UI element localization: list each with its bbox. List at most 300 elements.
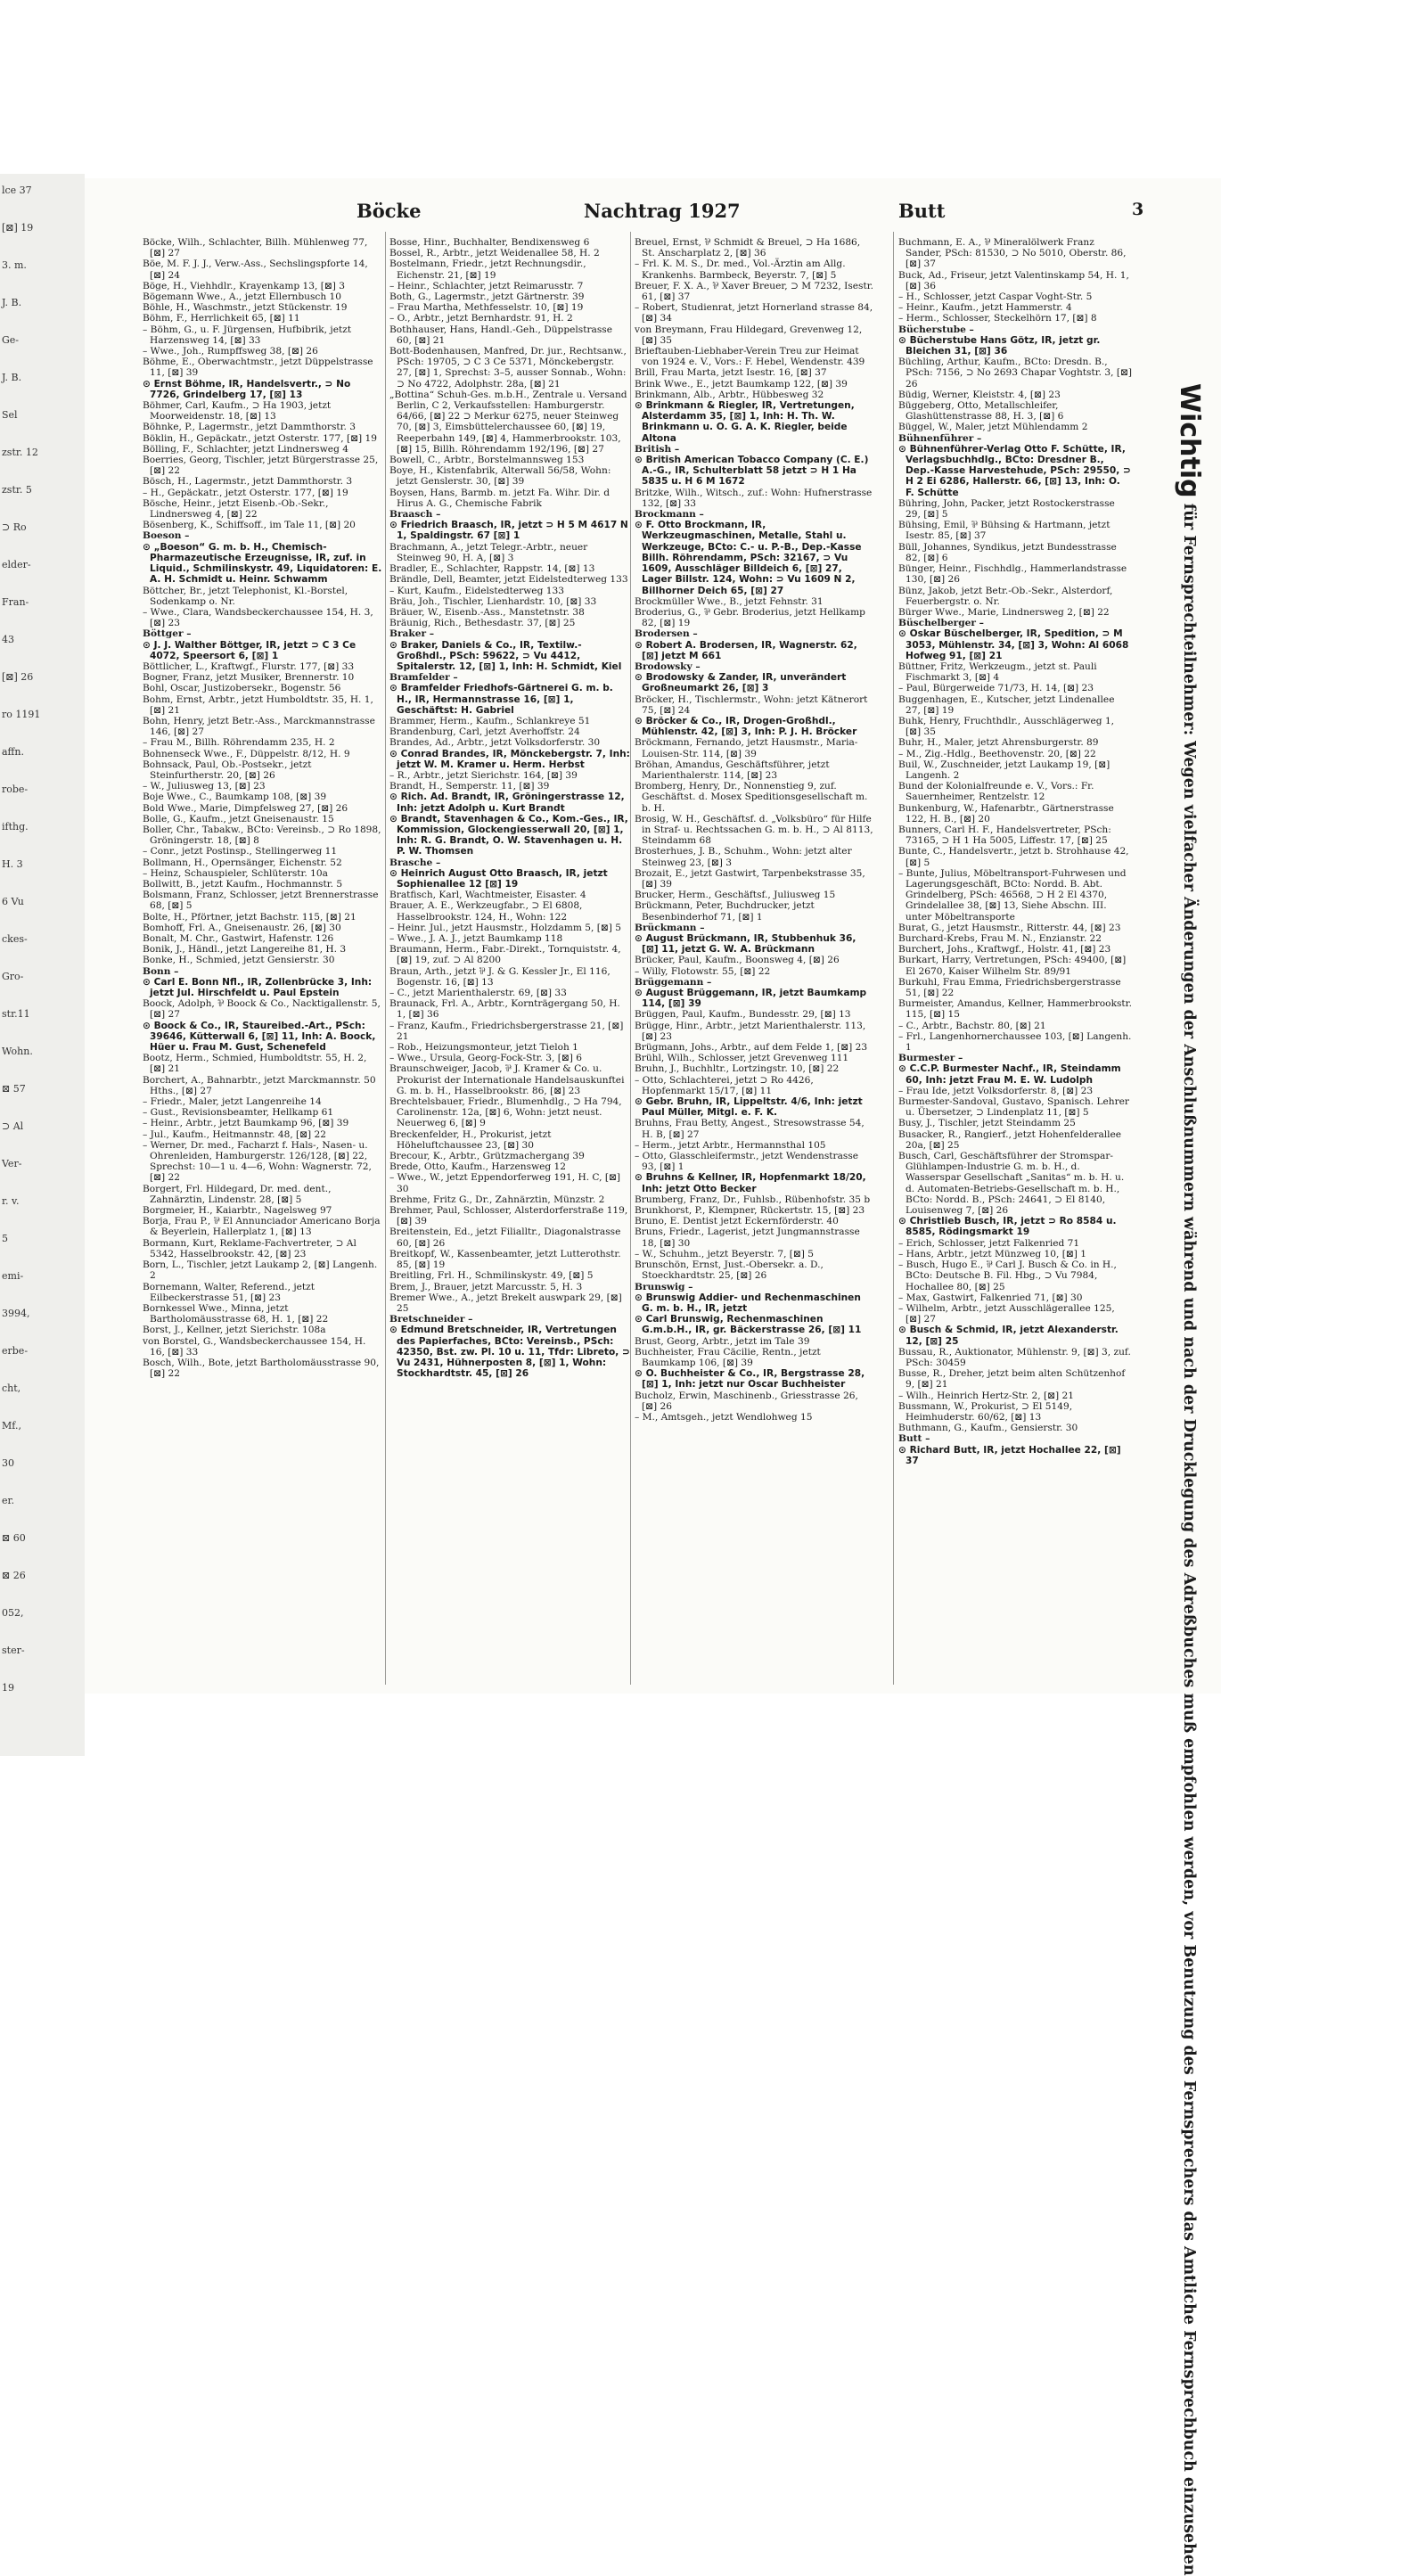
edge-fragment: ro 1191 <box>2 709 41 720</box>
directory-entry: – Frau Martha, Methfesselstr. 10, [⊠] 19 <box>389 302 584 314</box>
edge-fragment: str.11 <box>2 1008 30 1020</box>
edge-fragment: emi- <box>2 1270 24 1282</box>
directory-entry: Breuel, Ernst, ⅌ Schmidt & Breuel, ⊃ Ha 1686, St. Anscharplatz 2, [⊠] 36 <box>635 237 861 259</box>
directory-entry: Brunswig – <box>635 1281 693 1292</box>
directory-entry: – Wilh., Heinrich Hertz-Str. 2, [⊠] 21 <box>898 1390 1074 1401</box>
directory-entry: ⊙ Carl E. Bonn Nfl., IR, Zollenbrücke 3, Inh: jetzt Jul. Hirschfeldt u. Paul Epstein <box>143 976 373 999</box>
directory-entry: Bösch, H., Lagermstr., jetzt Dammthorstr. 3 <box>143 476 353 488</box>
directory-entry: Brandenburg, Carl, jetzt Averhoffstr. 24 <box>389 726 580 738</box>
directory-entry: – R., Arbtr., jetzt Sierichstr. 164, [⊠] 39 <box>389 769 578 781</box>
directory-entry: Braunack, Frl. A., Arbtr., Kornträgergang 50, H. 1, [⊠] 36 <box>389 998 620 1021</box>
directory-entry: Boje Wwe., C., Baumkamp 108, [⊠] 39 <box>143 792 327 803</box>
edge-fragment: ⊠ 57 <box>2 1083 26 1095</box>
directory-entry: ⊙ Boock & Co., IR, Staureibed.-Art., PSch: 39646, Kütterwall 6, [⊠] 11, Inh: A. Boock, Hüer u. Frau M. Gust, Schenefeld <box>143 1020 376 1054</box>
directory-entry: Bösenberg, K., Schiffsoff., im Tale 11, [⊠] 20 <box>143 520 356 531</box>
directory-entry: Böhme, E., Oberwachtmstr., jetzt Düppelstrasse 11, [⊠] 39 <box>143 357 373 379</box>
directory-entry: Boerries, Georg, Tischler, jetzt Bürgerstrasse 25, [⊠] 22 <box>143 455 379 477</box>
directory-entry: – M., Zig.-Hdlg., Beethovenstr. 20, [⊠] 22 <box>898 748 1096 759</box>
directory-entry: – Otto, Schlachterei, jetzt ⊃ Ro 4426, Hopfenmarkt 15/17, [⊠] 11 <box>635 1074 814 1096</box>
directory-entry: Borgert, Frl. Hildegard, Dr. med. dent., Zahnärztin, Lindenstr. 28, [⊠] 5 <box>143 1183 332 1205</box>
directory-entry: – H., Schlosser, jetzt Caspar Voght-Str. 5 <box>898 291 1093 303</box>
directory-entry: Böhmer, Carl, Kaufm., ⊃ Ha 1903, jetzt Moorweidenstr. 18, [⊠] 13 <box>143 400 332 422</box>
directory-entry: Boysen, Hans, Barmb. m. jetzt Fa. Wihr. Dir. d Hirus A. G., Chemische Fabrik <box>389 487 611 509</box>
directory-entry: – W., Juliusweg 13, [⊠] 23 <box>143 781 266 792</box>
directory-entry: Brust, Georg, Arbtr., jetzt im Tale 39 <box>635 1335 810 1347</box>
directory-entry: Breuer, F. X. A., ⅌ Xaver Breuer, ⊃ M 7232, Isestr. 61, [⊠] 37 <box>635 280 874 303</box>
directory-entry: – Kurt, Kaufm., Eidelstedterweg 133 <box>389 585 564 596</box>
directory-entry: – Frl. K. M. S., Dr. med., Vol.-Ärztin am Allg. Krankenhs. Barmbeck, Beyerstr. 7, [⊠] 5 <box>635 258 846 281</box>
directory-entry: Brehme, Fritz G., Dr., Zahnärztin, Münzstr. 2 <box>389 1194 605 1205</box>
directory-entry: Brucker, Herm., Geschäftsf., Juliusweg 15 <box>635 890 836 901</box>
edge-fragment: erbe- <box>2 1345 29 1357</box>
directory-entry: Brandes, Ad., Arbtr., jetzt Volksdorferstr. 30 <box>389 737 601 749</box>
directory-entry: Breckenfelder, H., Prokurist, jetzt Höheluftchaussee 23, [⊠] 30 <box>389 1128 552 1151</box>
edge-fragment: affn. <box>2 746 24 758</box>
directory-entry: – Heinz, Schauspieler, Schlüterstr. 10a <box>143 867 328 879</box>
directory-entry: Bolle, G., Kaufm., jetzt Gneisenaustr. 15 <box>143 813 334 824</box>
directory-entry: Buchheister, Frau Cäcilie, Rentn., jetzt Baumkamp 106, [⊠] 39 <box>635 1346 821 1368</box>
directory-entry: Braunschweiger, Jacob, ⅌ J. Kramer & Co. u. Prokurist der Internationale Handelsauskunftei G. m. b. H., Hasselbrookstr. 86, [⊠] 23 <box>389 1063 625 1096</box>
directory-entry: Buchmann, E. A., ⅌ Mineralölwerk Franz Sander, PSch: 81530, ⊃ No 5010, Oberstr. 86, [⊠] 37 <box>898 237 1127 270</box>
directory-entry: Bölling, F., Schlachter, jetzt Lindnersweg 4 <box>143 443 348 455</box>
directory-entry: ⊙ Gebr. Bruhn, IR, Lippeltstr. 4/6, Inh: jetzt Paul Müller, Mitgl. e. F. K. <box>635 1096 863 1119</box>
directory-entry: Bühnenführer – <box>898 432 982 444</box>
directory-entry: Bonn – <box>143 965 179 977</box>
directory-entry: – Wilhelm, Arbtr., jetzt Ausschlägerallee 125, [⊠] 27 <box>898 1302 1115 1325</box>
directory-entry: Broderius, G., ⅌ Gebr. Broderius, jetzt Hellkamp 82, [⊠] 19 <box>635 606 865 629</box>
directory-entry: Brill, Frau Marta, jetzt Isestr. 16, [⊠] 37 <box>635 367 827 379</box>
directory-entry: – Frau M., Billh. Röhrendamm 235, H. 2 <box>143 737 335 749</box>
edge-fragment: H. 3 <box>2 858 23 870</box>
directory-entry: Bruhn, J., Buchhltr., Lortzingstr. 10, [⊠] 22 <box>635 1063 840 1075</box>
directory-entry: Bücherstube – <box>898 324 974 335</box>
directory-entry: Bruhns, Frau Betty, Angest., Stresowstrasse 54, H. B, [⊠] 27 <box>635 1118 865 1140</box>
directory-entry: ⊙ Edmund Bretschneider, IR, Vertretungen des Papierfaches, BCto: Vereinsb., PSch: 42350, Bst. zw. Pl. 10 u. 11, Tfdr: Libreto, ⊃ Vu 2431, Hühnerposten 8, [⊠] 1, Wohn: Stockhardtstr. 45, [⊠] 26 <box>389 1325 630 1380</box>
directory-entry: Bollmann, H., Opernsänger, Eichenstr. 52 <box>143 857 342 868</box>
directory-entry: Bradler, E., Schlachter, Rappstr. 14, [⊠] 13 <box>389 563 595 575</box>
directory-entry: Bröckmann, Fernando, jetzt Hausmstr., Maria-Louisen-Str. 114, [⊠] 39 <box>635 737 858 759</box>
directory-entry: Brunkhorst, P., Klempner, Rückertstr. 15, [⊠] 23 <box>635 1205 865 1217</box>
directory-entry: Brechtelsbauer, Friedr., Blumenhdlg., ⊃ Ha 794, Carolinenstr. 12a, [⊠] 6, Wohn: jetzt neust. Neuerweg 6, [⊠] 9 <box>389 1096 622 1129</box>
directory-column-3 <box>635 237 875 1681</box>
edge-fragment: ⊠ 26 <box>2 1570 26 1581</box>
directory-entry: Borst, J., Kellner, jetzt Sierichstr. 108a <box>143 1325 326 1336</box>
directory-entry: Bootz, Herm., Schmied, Humboldtstr. 55, H. 2, [⊠] 21 <box>143 1053 367 1075</box>
directory-entry: Bohn, Henry, jetzt Betr.-Ass., Marckmannstrasse 146, [⊠] 27 <box>143 715 375 738</box>
directory-entry: Brodowsky – <box>635 660 701 672</box>
directory-entry: – Jul., Kaufm., Heitmannstr. 48, [⊠] 22 <box>143 1128 327 1140</box>
directory-entry: Böe, M. F. J. J., Verw.-Ass., Sechslingspforte 14, [⊠] 24 <box>143 258 368 281</box>
page-number: 3 <box>1132 200 1144 219</box>
edge-fragment: ster- <box>2 1645 25 1656</box>
directory-entry: Burkart, Harry, Vertretungen, PSch: 49400, [⊠] El 2670, Kaiser Wilhelm Str. 89/91 <box>898 955 1127 977</box>
edge-fragment: 43 <box>2 634 14 645</box>
directory-entry: Burmeister, Amandus, Kellner, Hammerbrookstr. 115, [⊠] 15 <box>898 998 1132 1021</box>
directory-entry: – Heinr., Kaufm., jetzt Hammerstr. 4 <box>898 302 1072 314</box>
column-divider <box>893 232 894 1685</box>
directory-entry: Brunschön, Ernst, Just.-Obersekr. a. D., Stoeckhardtstr. 25, [⊠] 26 <box>635 1259 824 1282</box>
directory-entry: ⊙ British American Tobacco Company (C. E.) A.-G., IR, Schulterblatt 58 jetzt ⊃ H 1 Ha 5835 u. H 6 M 1672 <box>635 455 869 488</box>
directory-entry: ⊙ Carl Brunswig, Rechenmaschinen G.m.b.H., IR, gr. Bäckerstrasse 26, [⊠] 11 <box>635 1314 862 1336</box>
directory-entry: ⊙ Bröcker & Co., IR, Drogen-Großhdl., Mühlenstr. 42, [⊠] 3, Inh: P. J. H. Bröcker <box>635 715 857 738</box>
edge-fragment: Gro- <box>2 971 24 982</box>
directory-entry: Bunners, Carl H. F., Handelsvertreter, PSch: 73165, ⊃ H 1 Ha 5005, Liffestr. 17, [⊠] 25 <box>898 824 1111 847</box>
directory-entry: Brosig, W. H., Geschäftsf. d. „Volksbüro“ für Hilfe in Straf- u. Rechtssachen G. m. b. H., ⊃ Al 8113, Steindamm 68 <box>635 813 873 847</box>
directory-entry: – M., Amtsgeh., jetzt Wendlohweg 15 <box>635 1411 813 1423</box>
directory-entry: Breitenstein, Ed., jetzt Filialltr., Diagonalstrasse 60, [⊠] 26 <box>389 1226 621 1249</box>
edge-fragment: cht, <box>2 1382 21 1394</box>
directory-entry: Bosch, Wilh., Bote, jetzt Bartholomäusstrasse 90, [⊠] 22 <box>143 1357 380 1380</box>
directory-entry: – H., Gepäckatr., jetzt Osterstr. 177, [⊠] 19 <box>143 487 348 498</box>
edge-fragment: Sel <box>2 409 18 421</box>
directory-entry: Brede, Otto, Kaufm., Harzensweg 12 <box>389 1161 567 1173</box>
edge-fragment: 19 <box>2 1682 14 1694</box>
directory-entry: Bowell, C., Arbtr., Borstelmannsweg 153 <box>389 455 585 466</box>
directory-entry: Bolsmann, Franz, Schlosser, jetzt Brennerstrasse 68, [⊠] 5 <box>143 890 379 912</box>
directory-entry: Böcke, Wilh., Schlachter, Billh. Mühlenweg 77, [⊠] 27 <box>143 237 368 259</box>
edge-fragment: ckes- <box>2 933 28 945</box>
directory-entry: ⊙ Brunswig Addier- und Rechenmaschinen G. m. b. H., IR, jetzt <box>635 1292 861 1314</box>
directory-entry: Brinkmann, Alb., Arbtr., Hübbesweg 32 <box>635 389 824 400</box>
directory-entry: Britzke, Wilh., Witsch., zuf.: Wohn: Hufnerstrasse 132, [⊠] 33 <box>635 487 873 509</box>
notice-text: für Fernsprechteilnehmer: Wegen vielfacher Änderungen der Anschlußnummern während und nach der Drucklegung des Adreßbuches muß empfohlen werden, vor Benutzung des Fernsprechers das Amtliche Fernsprechbuch einzusehen <box>1180 503 1198 2576</box>
directory-entry: Bohnenseck Wwe., F., Düppelstr. 8/12, H. 9 <box>143 748 350 759</box>
directory-entry: ⊙ August Brückmann, IR, Stubbenhuk 36, [⊠] 11, jetzt G. W. A. Brückmann <box>635 933 856 956</box>
directory-entry: Bühsing, Emil, ⅌ Bühsing & Hartmann, jetzt Isestr. 85, [⊠] 37 <box>898 520 1110 542</box>
edge-fragment: zstr. 12 <box>2 447 38 458</box>
directory-entry: Brückmann, Peter, Buchdrucker, jetzt Besenbinderhof 71, [⊠] 1 <box>635 900 815 923</box>
edge-fragment: Wohn. <box>2 1046 33 1057</box>
directory-entry: ⊙ Brandt, Stavenhagen & Co., Kom.-Ges., IR, Kommission, Glockengiesserwall 20, [⊠] 1, Inh: R. G. Brandt, O. W. Stavenhagen u. H. P. W. Thomsen <box>389 813 628 857</box>
directory-entry: – Bunte, Julius, Möbeltransport-Fuhrwesen und Lagerungsgeschäft, BCto: Nordd. B. Abt. Grindelberg, PSch: 46568, ⊃ H 2 El 4370, Grindelallee 38, [⊠] 13, Siehe Abschn. III. unter Möbeltransporte <box>898 867 1127 923</box>
directory-entry: Bostelmann, Friedr., jetzt Rechnungsdir., Eichenstr. 21, [⊠] 19 <box>389 258 586 281</box>
directory-entry: – Heinr., Arbtr., jetzt Baumkamp 96, [⊠] 39 <box>143 1118 349 1129</box>
directory-entry: Borja, Frau P., ⅌ El Annunciador Americano Borja & Beyerlein, Hallerplatz 1, [⊠] 13 <box>143 1216 381 1238</box>
directory-entry: ⊙ F. Otto Brockmann, IR, Werkzeugmaschinen, Metalle, Stahl u. Werkzeuge, BCto: C.- u. P.-B., Dep.-Kasse Billh. Röhrendamm, PSch: 32167, ⊃ Vu 1609, Ausschläger Billdeich 6, [⊠] 27, Lager Billstr. 124, Wohn: ⊃ Vu 1609 N 2, Billhorner Deich 65, [⊠] 27 <box>635 520 862 596</box>
directory-entry: Brückmann – <box>635 922 705 933</box>
edge-fragment: J. B. <box>2 297 22 308</box>
directory-entry: Brosterhues, J. B., Schuhm., Wohn: jetzt alter Steinweg 23, [⊠] 3 <box>635 846 852 868</box>
directory-entry: Busch, Carl, Geschäftsführer der Stromspar-Glühlampen-Industrie G. m. b. H., d. Wasserspar Gesellschaft „Sanitas“ m. b. H. u. d. Automaten-Betriebs-Gesellschaft m. b. H., BCto: Nordd. B., PSch: 24641, ⊃ El 8140, Louisenweg 7, [⊠] 26 <box>898 1151 1125 1217</box>
directory-entry: ⊙ „Boeson“ G. m. b. H., Chemisch-Pharmazeutische Erzeugnisse, IR, zuf. in Liquid., Schmilinskystr. 49, Liquidatoren: E. A. H. Schmidt u. Heinr. Schwamm <box>143 541 382 586</box>
edge-fragment: Ge- <box>2 334 20 346</box>
directory-entry: Burat, G., jetzt Hausmstr., Ritterstr. 44, [⊠] 23 <box>898 922 1121 933</box>
directory-entry: Bolte, H., Pförtner, jetzt Bachstr. 115, [⊠] 21 <box>143 911 356 923</box>
directory-entry: Bürger Wwe., Marie, Lindnersweg 2, [⊠] 22 <box>898 606 1110 618</box>
directory-entry: Brasche – <box>389 857 441 868</box>
directory-entry: Braumann, Herm., Fabr.-Direkt., Tornquiststr. 4, [⊠] 19, zuf. ⊃ Al 8200 <box>389 944 621 966</box>
edge-fragment: ⊠ 60 <box>2 1532 26 1544</box>
directory-entry: Brandt, H., Semperstr. 11, [⊠] 39 <box>389 781 550 792</box>
directory-entry: Bold Wwe., Marie, Dimpfelsweg 27, [⊠] 26 <box>143 802 348 814</box>
directory-entry: Böttcher, Br., jetzt Telephonist, Kl.-Borstel, Sodenkamp o. Nr. <box>143 585 348 607</box>
directory-entry: – Wwe., Clara, Wandsbeckerchaussee 154, H. 3, [⊠] 23 <box>143 606 373 629</box>
directory-entry: Buthmann, G., Kaufm., Gensierstr. 30 <box>898 1423 1078 1434</box>
directory-entry: – C., Arbtr., Bachstr. 80, [⊠] 21 <box>898 1020 1046 1031</box>
directory-entry: – Heinr. Jul., jetzt Hausmstr., Holzdamm 5, [⊠] 5 <box>389 922 622 933</box>
directory-entry: Bremer Wwe., A., jetzt Brekelt auswpark 29, [⊠] 25 <box>389 1292 622 1314</box>
directory-entry: Bussau, R., Auktionator, Mühlenstr. 9, [⊠] 3, zuf. PSch: 30459 <box>898 1346 1131 1368</box>
edge-fragment: ifthg. <box>2 821 29 833</box>
directory-entry: – Friedr., Maler, jetzt Langenreihe 14 <box>143 1096 322 1108</box>
edge-fragment: er. <box>2 1495 15 1506</box>
directory-entry: Böhle, H., Waschmstr., jetzt Stückenstr. 19 <box>143 302 348 314</box>
directory-entry: Böge, H., Viehhdlr., Krayenkamp 13, [⊠] 3 <box>143 280 345 291</box>
directory-entry: Bormann, Kurt, Reklame-Fachvertreter, ⊃ Al 5342, Hasselbrookstr. 42, [⊠] 23 <box>143 1237 356 1259</box>
directory-entry: Busacker, R., Rangierf., jetzt Hohenfelderallee 20a, [⊠] 25 <box>898 1128 1122 1151</box>
directory-entry: Busse, R., Dreher, jetzt beim alten Schützenhof 9, [⊠] 21 <box>898 1368 1126 1391</box>
edge-fragment: 5 <box>2 1233 8 1244</box>
directory-entry: Bratfisch, Karl, Wachtmeister, Eisaster. 4 <box>389 890 586 901</box>
directory-entry: Bussmann, W., Prokurist, ⊃ El 5149, Heimhuderstr. 60/62, [⊠] 13 <box>898 1400 1073 1423</box>
running-head-title: Nachtrag 1927 <box>584 200 741 222</box>
directory-entry: – Frl., Langenhornerchaussee 103, [⊠] Langenh. 1 <box>898 1030 1132 1054</box>
directory-entry: – Busch, Hugo E., ⅌ Carl J. Busch & Co. in H., BCto: Deutsche B. Fil. Hbg., ⊃ Vu 7984, Hochallee 80, [⊠] 25 <box>898 1259 1117 1292</box>
directory-entry: ⊙ O. Buchheister & Co., IR, Bergstrasse 28, [⊠] 1, Inh: jetzt nur Oscar Buchheister <box>635 1368 865 1391</box>
directory-entry: Büschelberger – <box>898 618 984 629</box>
directory-entry: Brammer, Herm., Kaufm., Schlankreye 51 <box>389 715 591 726</box>
directory-entry: – Conr., jetzt Postinsp., Stellingerweg 11 <box>143 846 338 857</box>
directory-entry: Böttlicher, L., Kraftwgf., Flurstr. 177, [⊠] 33 <box>143 660 355 672</box>
directory-entry: Bromberg, Henry, Dr., Nonnenstieg 9, zuf. Geschäftst. d. Mosex Speditionsgesellschaft m. b. H. <box>635 781 868 814</box>
directory-entry: Bomhoff, Frl. A., Gneisenaustr. 26, [⊠] 30 <box>143 922 341 933</box>
directory-entry: Bohnsack, Paul, Ob.-Postsekr., jetzt Steinfurtherstr. 20, [⊠] 26 <box>143 759 312 781</box>
directory-entry: Bruno, E. Dentist jetzt Eckernförderstr. 40 <box>635 1216 839 1227</box>
edge-fragment: r. v. <box>2 1195 20 1207</box>
directory-entry: Burkuhl, Frau Emma, Friedrichsbergerstrasse 51, [⊠] 22 <box>898 976 1121 999</box>
directory-entry: Böttger – <box>143 628 192 640</box>
edge-fragment: zstr. 5 <box>2 484 32 496</box>
notice-title: Wichtig <box>1174 383 1205 498</box>
edge-fragment: [⊠] 19 <box>2 222 34 234</box>
directory-entry: Bröhan, Amandus, Geschäftsführer, jetzt Marienthalerstr. 114, [⊠] 23 <box>635 759 830 781</box>
directory-entry: – C., jetzt Marienthalerstr. 69, [⊠] 33 <box>389 988 567 999</box>
directory-entry: Bohm, Ernst, Arbtr., jetzt Humboldtstr. 35, H. 1, [⊠] 21 <box>143 693 373 716</box>
directory-entry: Brumberg, Franz, Dr., Fuhlsb., Rübenhofstr. 35 b <box>635 1194 871 1205</box>
directory-entry: Born, L., Tischler, jetzt Laukamp 2, [⊠] Langenh. 2 <box>143 1259 378 1282</box>
directory-entry: Bosse, Hinr., Buchhalter, Bendixensweg 6 <box>389 237 590 248</box>
directory-entry: Bösche, Heinr., jetzt Eisenb.-Ob.-Sekr., Lindnersweg 4, [⊠] 22 <box>143 497 329 521</box>
directory-entry: Bröcker, H., Tischlermstr., Wohn: jetzt Kätnerort 75, [⊠] 24 <box>635 693 868 716</box>
directory-entry: Büggeberg, Otto, Metallschleifer, Glashüttenstrasse 88, H. 3, [⊠] 6 <box>898 400 1064 422</box>
directory-entry: – Herm., Schlosser, Steckelhörn 17, [⊠] 8 <box>898 313 1097 324</box>
directory-column-2 <box>389 237 630 1681</box>
directory-entry: „Bottina“ Schuh-Ges. m.b.H., Zentrale u. Versand Berlin, C 2, Verkaufsstellen: Hamburgerstr. 64/66, [⊠] 22 ⊃ Merkur 6275, neuer Steinweg 70, [⊠] 3, Eimsbüttelerchaussee 60, [⊠] 19, Reeperbahn 149, [⊠] 4, Hammerbrookstr. 103, [⊠] 15, Billh. Röhrendamm 192/196, [⊠] 27 <box>389 389 627 455</box>
directory-entry: Breitkopf, W., Kassenbeamter, jetzt Lutterothstr. 85, [⊠] 19 <box>389 1248 621 1271</box>
directory-entry: Brem, J., Brauer, jetzt Marcusstr. 5, H. 3 <box>389 1281 583 1292</box>
directory-entry: Büdig, Werner, Kleiststr. 4, [⊠] 23 <box>898 389 1061 400</box>
directory-entry: Bunkenburg, W., Hafenarbtr., Gärtnerstrasse 122, H. B., [⊠] 20 <box>898 802 1114 824</box>
column-divider <box>385 232 386 1685</box>
directory-page <box>85 178 1221 2576</box>
directory-entry: Bunte, C., Handelsvertr., jetzt b. Strohhause 42, [⊠] 5 <box>898 846 1129 868</box>
directory-entry: – Frau Ide, jetzt Volksdorferstr. 8, [⊠] 23 <box>898 1085 1094 1096</box>
directory-entry: ⊙ Brodowsky & Zander, IR, unverändert Großneumarkt 26, [⊠] 3 <box>635 672 847 694</box>
edge-fragment: 3. m. <box>2 259 27 271</box>
directory-entry: British – <box>635 443 680 455</box>
directory-entry: ⊙ Robert A. Brodersen, IR, Wagnerstr. 62, [⊠] jetzt M 661 <box>635 639 857 661</box>
edge-fragment: lce 37 <box>2 185 32 196</box>
directory-entry: Brodersen – <box>635 628 698 640</box>
edge-fragment: Ver- <box>2 1158 22 1169</box>
directory-entry: Brozait, E., jetzt Gastwirt, Tarpenbekstrasse 35, [⊠] 39 <box>635 867 865 890</box>
directory-entry: Braker – <box>389 628 435 640</box>
directory-entry: ⊙ Christlieb Busch, IR, jetzt ⊃ Ro 8584 u. 8585, Rödingsmarkt 19 <box>898 1216 1117 1238</box>
directory-entry: Büggel, W., Maler, jetzt Mühlendamm 2 <box>898 422 1088 433</box>
directory-entry: Boock, Adolph, ⅌ Boock & Co., Nacktigallenstr. 5, [⊠] 27 <box>143 998 381 1021</box>
directory-entry: Brecour, K., Arbtr., Grützmachergang 39 <box>389 1151 585 1162</box>
edge-fragment: robe- <box>2 783 29 795</box>
directory-entry: Buhr, H., Maler, jetzt Ahrensburgerstr. 89 <box>898 737 1099 749</box>
edge-fragment: 3994, <box>2 1308 30 1319</box>
directory-column-4 <box>898 237 1132 1681</box>
directory-entry: von Breymann, Frau Hildegard, Grevenweg 12, [⊠] 35 <box>635 324 863 346</box>
directory-entry: ⊙ Oskar Büschelberger, IR, Spedition, ⊃ M 3053, Mühlenstr. 34, [⊠] 3, Wohn: Al 6068 Hofweg 91, [⊠] 21 <box>898 628 1129 661</box>
directory-entry: Böhnke, P., Lagermstr., jetzt Dammthorstr. 3 <box>143 422 356 433</box>
directory-entry: ⊙ Braker, Daniels & Co., IR, Textilw.-Großhdl., PSch: 59622, ⊃ Vu 4412, Spitalerstr. 12, [⊠] 1, Inh: H. Schmidt, Kiel <box>389 639 622 672</box>
directory-entry: Brockmüller Wwe., B., jetzt Fehnstr. 31 <box>635 595 824 607</box>
directory-entry: ⊙ Bruhns & Kellner, IR, Hopfenmarkt 18/20, Inh: jetzt Otto Becker <box>635 1172 866 1194</box>
edge-fragment: 052, <box>2 1607 24 1619</box>
edge-fragment: Mf., <box>2 1420 21 1432</box>
directory-entry: – Heinr., Schlachter, jetzt Reimarusstr. 7 <box>389 280 584 291</box>
directory-entry: Böhm, F., Herrlichkeit 65, [⊠] 11 <box>143 313 300 324</box>
directory-entry: ⊙ C.C.P. Burmester Nachf., IR, Steindamm 60, Inh: jetzt Frau M. E. W. Ludolph <box>898 1063 1121 1086</box>
directory-entry: Bräu, Joh., Tischler, Lienhardstr. 10, [⊠] 33 <box>389 595 597 607</box>
directory-entry: Bund der Kolonialfreunde e. V., Vors.: Fr. Sauernheimer, Rentzelstr. 12 <box>898 781 1094 803</box>
directory-entry: Borchert, A., Bahnarbtr., jetzt Marckmannstr. 50 Hths., [⊠] 27 <box>143 1074 376 1096</box>
edge-fragment: [⊠] 26 <box>2 671 34 683</box>
directory-entry: Bretschneider – <box>389 1314 473 1325</box>
directory-entry: Buhk, Henry, Fruchthdlr., Ausschlägerweg 1, [⊠] 35 <box>898 715 1115 738</box>
directory-entry: Bogner, Franz, jetzt Musiker, Brennerstr. 10 <box>143 672 355 684</box>
directory-entry: ⊙ Bühnenführer-Verlag Otto F. Schütte, IR, Verlagsbuchhdlg., BCto: Dresdner B., Dep.-Kasse Harvestehude, PSch: 29550, ⊃ H 2 Ei 6286, Hallerstr. 66, [⊠] 13, Inh: O. F. Schütte <box>898 443 1131 498</box>
directory-entry: – Robert, Studienrat, jetzt Hornerland strasse 84, [⊠] 34 <box>635 302 873 324</box>
directory-entry: – Erich, Schlosser, jetzt Falkenried 71 <box>898 1237 1080 1249</box>
directory-entry: – Gust., Revisionsbeamter, Hellkamp 61 <box>143 1107 334 1119</box>
directory-entry: Burmester – <box>898 1053 963 1064</box>
directory-entry: Brügge, Hinr., Arbtr., jetzt Marienthalerstr. 113, [⊠] 23 <box>635 1020 866 1042</box>
directory-entry: ⊙ Rich. Ad. Brandt, IR, Gröningerstrasse 12, Inh: jetzt Adolph u. Kurt Brandt <box>389 792 625 814</box>
directory-entry: Brücker, Paul, Kaufm., Boonsweg 4, [⊠] 26 <box>635 955 840 966</box>
telephone-notice-vertical <box>1147 383 1205 2576</box>
directory-entry: – Wwe., Joh., Rumpffsweg 38, [⊠] 26 <box>143 346 318 357</box>
directory-entry: – Willy, Flotowstr. 55, [⊠] 22 <box>635 965 771 977</box>
directory-entry: Buil, W., Zuschneider, jetzt Laukamp 19, [⊠] Langenh. 2 <box>898 759 1110 781</box>
directory-entry: ⊙ Bücherstube Hans Götz, IR, jetzt gr. Bleichen 31, [⊠] 36 <box>898 334 1101 357</box>
directory-entry: – Otto, Glasschleifermstr., jetzt Wendenstrasse 93, [⊠] 1 <box>635 1151 859 1173</box>
directory-entry: – Franz, Kaufm., Friedrichsbergerstrasse 21, [⊠] 21 <box>389 1020 624 1042</box>
directory-entry: Büttner, Fritz, Werkzeugm., jetzt st. Pauli Fischmarkt 3, [⊠] 4 <box>898 660 1097 684</box>
directory-entry: Breitling, Frl. H., Schmilinskystr. 49, [⊠] 5 <box>389 1270 594 1282</box>
directory-entry: – Wwe., W., jetzt Eppendorferweg 191, H. C, [⊠] 30 <box>389 1172 621 1194</box>
running-head-last-entry: Butt <box>898 200 946 222</box>
edge-fragment: ⊃ Ro <box>2 521 27 533</box>
directory-entry: ⊙ Friedrich Braasch, IR, jetzt ⊃ H 5 M 4617 N 1, Spaldingstr. 67 [⊠] 1 <box>389 520 628 542</box>
directory-entry: Bräunig, Rich., Bethesdastr. 37, [⊠] 25 <box>389 618 576 629</box>
directory-entry: Bott-Bodenhausen, Manfred, Dr. jur., Rechtsanw., PSch: 19705, ⊃ C 3 Ce 5371, Mönckebergstr. 27, [⊠] 1, Sprechst: 3–5, ausser Sonnab., Wohn: ⊃ No 4722, Adolphstr. 28a, [⊠] 21 <box>389 346 627 390</box>
directory-entry: Buggenhagen, E., Kutscher, jetzt Lindenallee 27, [⊠] 19 <box>898 693 1115 716</box>
directory-entry: Boeson – <box>143 530 190 542</box>
edge-fragment: elder- <box>2 559 31 570</box>
directory-entry: Bohl, Oscar, Justizobersekr., Bogenstr. 56 <box>143 683 341 694</box>
directory-entry: ⊙ Ernst Böhme, IR, Handelsvertr., ⊃ No 7726, Grindelberg 17, [⊠] 13 <box>143 378 351 400</box>
directory-entry: Büchling, Arthur, Kaufm., BCto: Dresdn. B., PSch: 7156, ⊃ No 2693 Chapar Voghtstr. 3, [⊠] 26 <box>898 357 1132 390</box>
edge-fragment: 30 <box>2 1457 14 1469</box>
directory-entry: Boye, H., Kistenfabrik, Alterwall 56/58, Wohn: jetzt Genslerstr. 30, [⊠] 39 <box>389 465 611 488</box>
directory-entry: Burchert, Johs., Kraftwgf., Holstr. 41, [⊠] 23 <box>898 944 1111 956</box>
running-head-first-entry: Böcke <box>356 200 422 222</box>
directory-entry: Borgmeier, H., Kaiarbtr., Nagelsweg 97 <box>143 1205 332 1217</box>
directory-entry: ⊙ August Brüggemann, IR, jetzt Baumkamp 114, [⊠] 39 <box>635 988 867 1010</box>
directory-entry: Brauer, A. E., Werkzeugfabr., ⊃ El 6808, Hasselbrookstr. 124, H., Wohn: 122 <box>389 900 583 923</box>
directory-entry: Boller, Chr., Tabakw., BCto: Vereinsb., ⊃ Ro 1898, Gröningerstr. 18, [⊠] 8 <box>143 824 381 847</box>
directory-entry: Brehmer, Paul, Schlosser, Alsterdorferstraße 119, [⊠] 39 <box>389 1205 628 1227</box>
directory-entry: Butt – <box>898 1433 930 1445</box>
directory-entry: ⊙ Busch & Schmid, IR, jetzt Alexanderstr. 12, [⊠] 25 <box>898 1325 1119 1347</box>
directory-entry: Brieftauben-Liebhaber-Verein Treu zur Heimat von 1924 e. V., Vors.: F. Hebel, Wendenstr. 439 <box>635 346 865 368</box>
directory-entry: Bornemann, Walter, Referend., jetzt Eilbeckerstrasse 51, [⊠] 23 <box>143 1281 316 1303</box>
directory-entry: Burmester-Sandoval, Gustavo, Spanisch. Lehrer u. Übersetzer, ⊃ Lindenplatz 11, [⊠] 5 <box>898 1096 1129 1119</box>
directory-entry: Braun, Arth., jetzt ⅌ J. & G. Kessler Jr., El 116, Bogenstr. 16, [⊠] 13 <box>389 965 611 988</box>
directory-entry: ⊙ Conrad Brandes, IR, Mönckebergstr. 7, Inh: jetzt W. M. Kramer u. Herm. Herbst <box>389 748 630 770</box>
directory-entry: Bollwitt, B., jetzt Kaufm., Hochmannstr. 5 <box>143 878 343 890</box>
directory-entry: Bünger, Heinr., Fischhdlg., Hammerlandstrasse 130, [⊠] 26 <box>898 563 1127 586</box>
directory-entry: Büll, Johannes, Syndikus, jetzt Bundesstrasse 82, [⊠] 6 <box>898 541 1117 563</box>
directory-entry: – Böhm, G., u. F. Jürgensen, Hufbibrik, jetzt Harzensweg 14, [⊠] 33 <box>143 324 352 346</box>
directory-entry: – Hans, Arbtr., jetzt Münzweg 10, [⊠] 1 <box>898 1248 1087 1259</box>
directory-entry: – Max, Gastwirt, Falkenried 71, [⊠] 30 <box>898 1292 1083 1303</box>
directory-entry: Brüggen, Paul, Kaufm., Bundesstr. 29, [⊠] 13 <box>635 1009 851 1021</box>
edge-fragment: 6 Vu <box>2 896 24 907</box>
directory-entry: – Herm., jetzt Arbtr., Hermannsthal 105 <box>635 1139 826 1151</box>
directory-entry: Braasch – <box>389 509 441 521</box>
directory-entry: Bruns, Friedr., Lagerist, jetzt Jungmannstrasse 18, [⊠] 30 <box>635 1226 860 1249</box>
directory-entry: Bonke, H., Schmied, jetzt Gensierstr. 30 <box>143 955 335 966</box>
directory-entry: Bossel, R., Arbtr., jetzt Weidenallee 58, H. 2 <box>389 248 600 259</box>
directory-entry: Brüggemann – <box>635 976 712 988</box>
directory-entry: – Wwe., J. A. J., jetzt Baumkamp 118 <box>389 933 563 944</box>
directory-entry: von Borstel, G., Wandsbeckerchaussee 154, H. 16, [⊠] 33 <box>143 1335 366 1358</box>
directory-entry: ⊙ J. J. Walther Böttger, IR, jetzt ⊃ C 3 Ce 4072, Speersort 6, [⊠] 1 <box>143 639 356 661</box>
directory-entry: – Paul, Bürgerweide 71/73, H. 14, [⊠] 23 <box>898 683 1094 694</box>
directory-entry: Bornkessel Wwe., Minna, jetzt Bartholomäusstrasse 68, H. 1, [⊠] 22 <box>143 1302 329 1325</box>
directory-entry: – O., Arbtr., jetzt Bernhardstr. 91, H. 2 <box>389 313 573 324</box>
directory-entry: ⊙ Heinrich August Otto Braasch, IR, jetzt Sophienallee 12 [⊠] 19 <box>389 867 608 890</box>
directory-entry: Böklin, H., Gepäckatr., jetzt Osterstr. 177, [⊠] 19 <box>143 432 378 444</box>
previous-page-edge <box>0 174 85 1756</box>
directory-entry: Buck, Ad., Friseur, jetzt Valentinskamp 54, H. 1, [⊠] 36 <box>898 269 1129 291</box>
column-divider <box>630 232 631 1685</box>
directory-entry: Bonik, J., Händl., jetzt Langereihe 81, H. 3 <box>143 944 347 956</box>
directory-entry: Brühl, Wilh., Schlosser, jetzt Grevenweg 111 <box>635 1053 849 1064</box>
directory-entry: ⊙ Bramfelder Friedhofs-Gärtnerei G. m. b. H., IR, Hermannstrasse 16, [⊠] 1, Geschäftst: H. Gabriel <box>389 683 613 716</box>
directory-entry: – Wwe., Ursula, Georg-Fock-Str. 3, [⊠] 6 <box>389 1053 582 1064</box>
directory-entry: – Werner, Dr. med., Facharzt f. Hals-, Nasen- u. Ohrenleiden, Hamburgerstr. 126/128, [⊠] 22, Sprechst: 10—1 u. 4—6, Wohn: Wagnerstr. 72, [⊠] 22 <box>143 1139 372 1184</box>
directory-entry: ⊙ Richard Butt, IR, jetzt Hochallee 22, [⊠] 37 <box>898 1444 1121 1466</box>
edge-fragment: Fran- <box>2 596 29 608</box>
directory-entry: Brink Wwe., E., jetzt Baumkamp 122, [⊠] 39 <box>635 378 848 390</box>
directory-entry: Both, G., Lagermstr., jetzt Gärtnerstr. 39 <box>389 291 585 303</box>
directory-entry: Bühring, John, Packer, jetzt Rostockerstrasse 29, [⊠] 5 <box>898 497 1115 521</box>
directory-entry: Brachmann, A., jetzt Telegr.-Arbtr., neuer Steinweg 90, H. A, [⊠] 3 <box>389 541 588 563</box>
directory-entry: ⊙ Brinkmann & Riegler, IR, Vertretungen, Alsterdamm 35, [⊠] 1, Inh: H. Th. W. Brinkmann u. O. G. A. K. Riegler, beide Altona <box>635 400 855 444</box>
directory-entry: Burchard-Krebs, Frau M. N., Enzianstr. 22 <box>898 933 1102 944</box>
directory-entry: Brändle, Dell, Beamter, jetzt Eidelstedterweg 133 <box>389 574 628 586</box>
directory-entry: Bünz, Jakob, jetzt Betr.-Ob.-Sekr., Alsterdorf, Feuerbergstr. o. Nr. <box>898 585 1113 607</box>
directory-entry: Bothhauser, Hans, Handl.-Geh., Düppelstrasse 60, [⊠] 21 <box>389 324 612 346</box>
directory-entry: – W., Schuhm., jetzt Beyerstr. 7, [⊠] 5 <box>635 1248 815 1259</box>
